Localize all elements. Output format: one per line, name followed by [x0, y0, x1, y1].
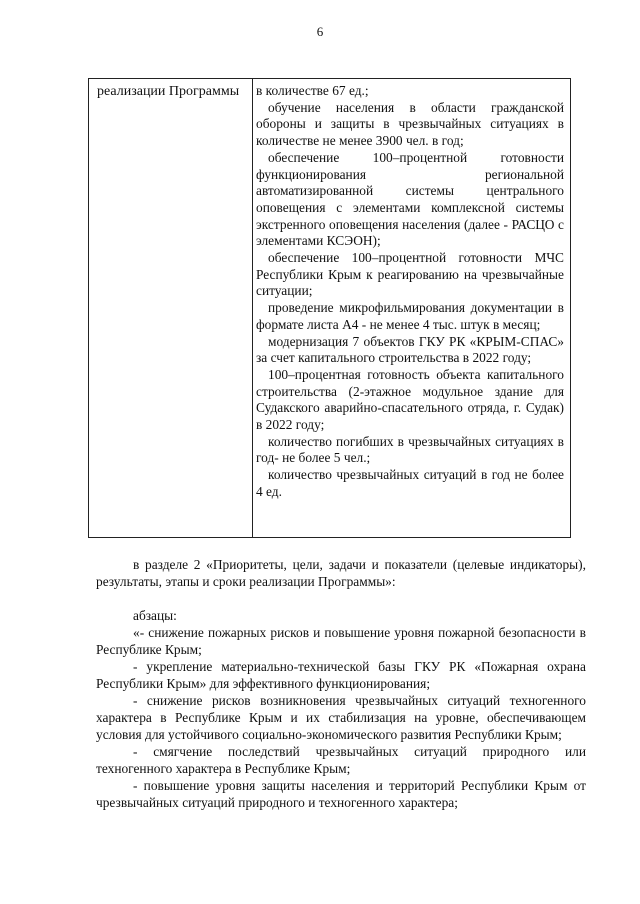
abzacy-label: абзацы:: [133, 608, 177, 623]
list-item: «- снижение пожарных рисков и повышение уровня пожарной безопасности в Республике Крым;: [96, 625, 586, 657]
table-item: количество чрезвычайных ситуаций в год не более 4 ед.: [256, 467, 564, 499]
page-number: 6: [316, 24, 324, 39]
list-item: - повышение уровня защиты населения и территорий Республики Крым от чрезвычайных ситуаций природного и техногенного характера;: [96, 778, 586, 810]
table-item: обеспечение 100–процентной готовности функционирования региональной автоматизированной системы центрального оповещения с элементами комплексной системы экстренного оповещения населения (далее - РАСЦО с элементами КСЭОН);: [256, 149, 564, 249]
table-item: в количестве 67 ед.;: [256, 83, 369, 98]
table-item: обучение населения в области гражданской обороны и защиты в чрезвычайных ситуациях в количестве не менее 3900 чел. в год;: [256, 99, 564, 149]
left-cell-label: реализации Программы: [97, 84, 240, 99]
table-item: проведение микрофильмирования документации в формате листа А4 - не менее 4 тыс. штук в месяц;: [256, 300, 564, 332]
column-divider: [252, 79, 253, 537]
table-item: модернизация 7 объектов ГКУ РК «КРЫМ-СПАС» за счет капитального строительства в 2022 году;: [256, 333, 564, 366]
table-item: обеспечение 100–процентной готовности МЧС Республики Крым к реагированию на чрезвычайные ситуации;: [256, 250, 564, 299]
right-cell-content: [256, 83, 564, 501]
table-item: 100–процентная готовность объекта капитального строительства (2-этажное модульное здание для Судакского аварийно-спасательного отряда, г. Судак) в 2022 году;: [256, 366, 564, 433]
intro-paragraph: в разделе 2 «Приоритеты, цели, задачи и показатели (целевые индикаторы), результаты, этапы и сроки реализации Программы»:: [96, 557, 586, 589]
list-item: - смягчение последствий чрезвычайных ситуаций природного или техногенного характера в Республике Крым;: [96, 744, 586, 776]
list-item: - снижение рисков возникновения чрезвычайных ситуаций техногенного характера в Республике Крым и их стабилизация на уровне, обеспечивающем условия для устойчивого социально-экономического развития Республики Крым;: [96, 693, 586, 742]
list-item: - укрепление материально-технической базы ГКУ РК «Пожарная охрана Республики Крым» для эффективного функционирования;: [96, 659, 586, 691]
table-item: количество погибших в чрезвычайных ситуациях в год- не более 5 чел.;: [256, 433, 564, 466]
program-table: [88, 78, 571, 538]
document-body: [96, 556, 586, 811]
